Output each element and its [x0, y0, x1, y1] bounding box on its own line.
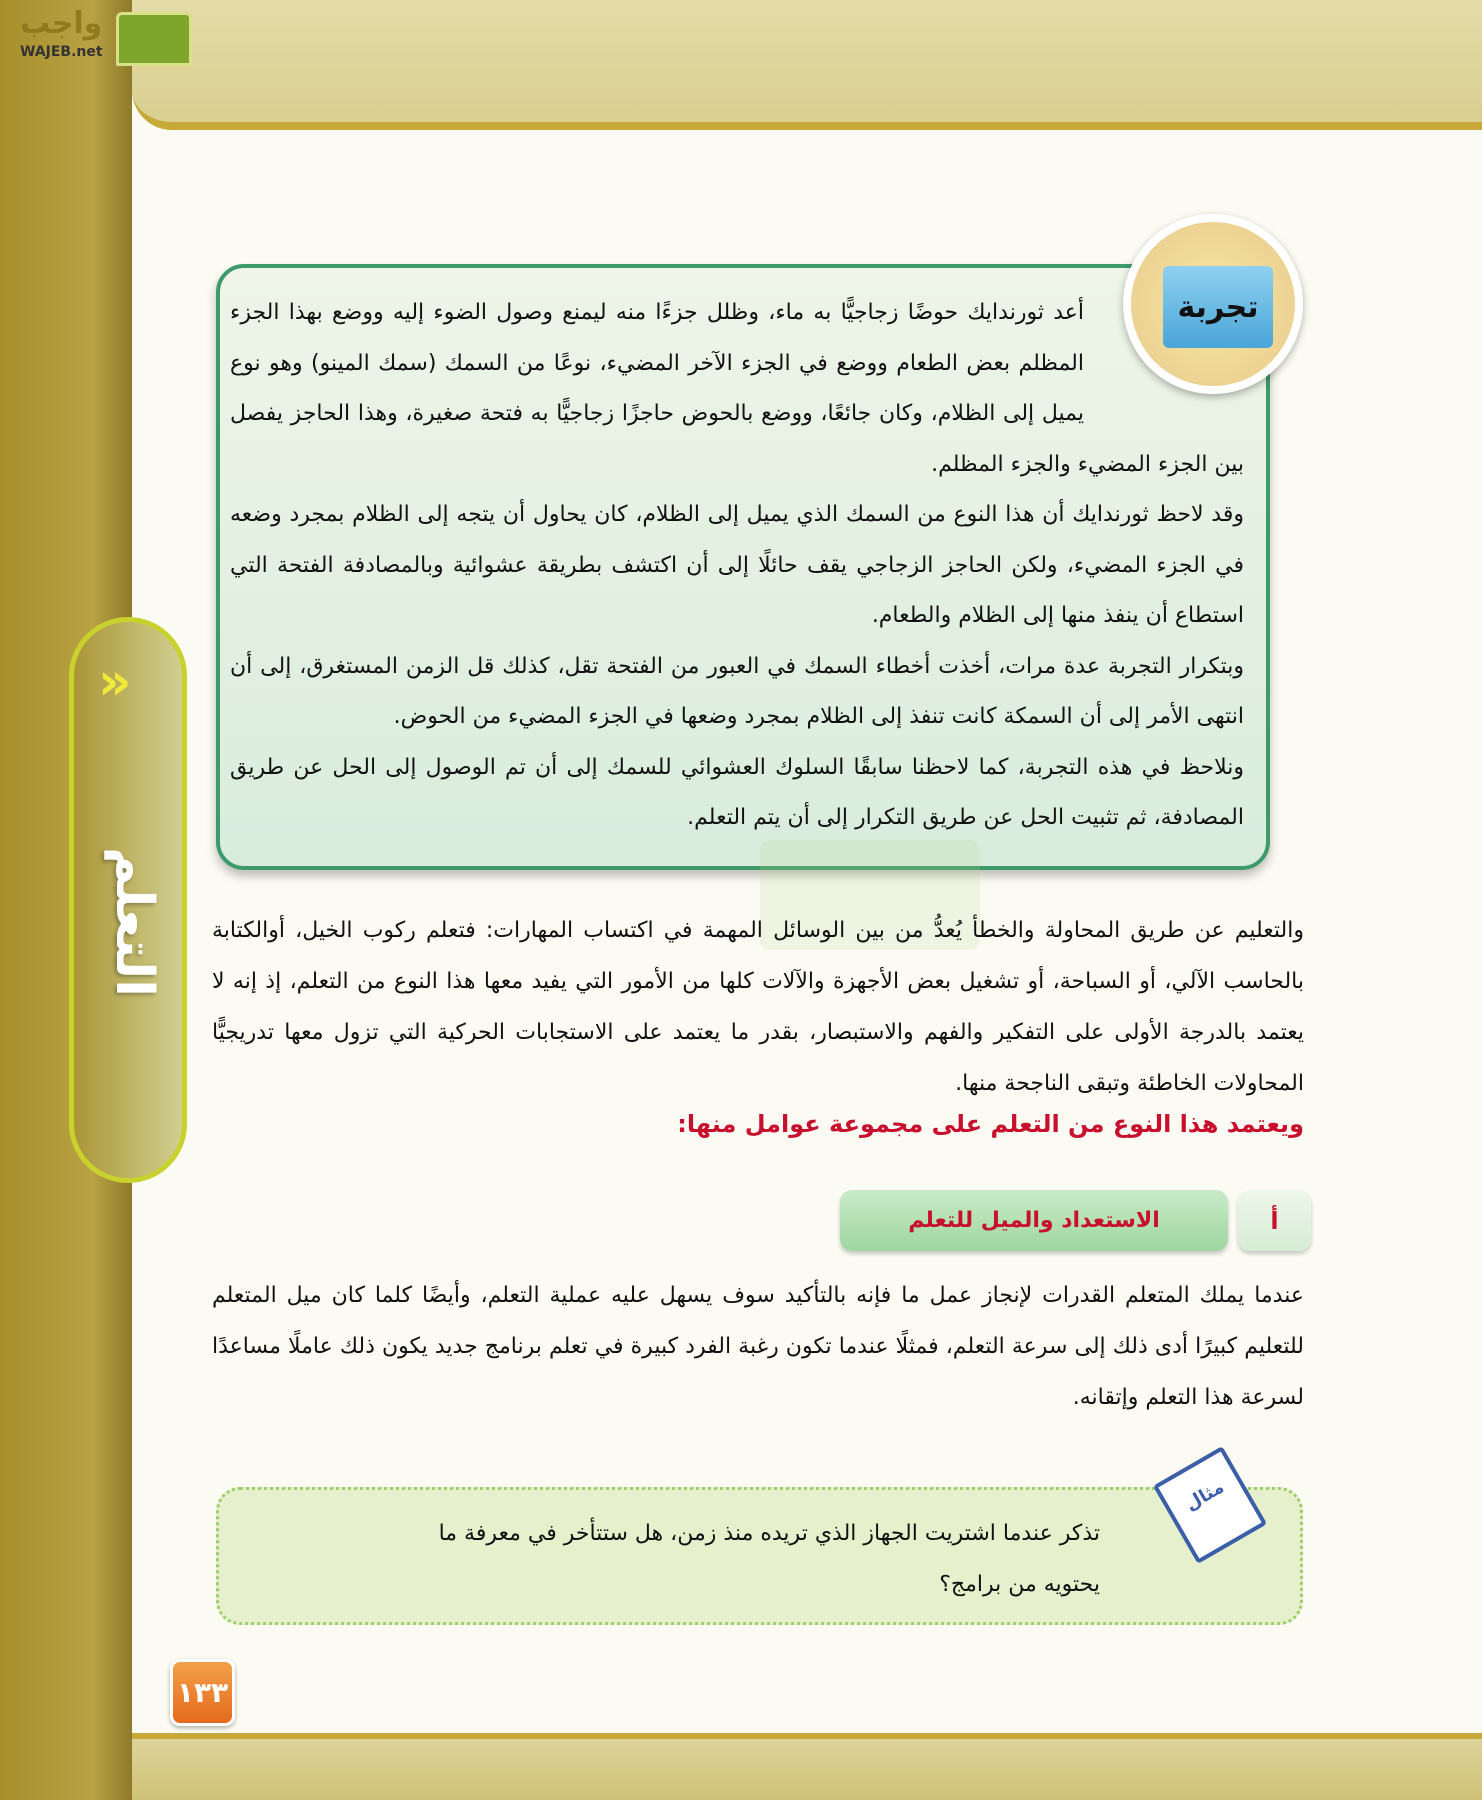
- badge-label: تجربة: [1177, 289, 1259, 325]
- experiment-box: [216, 264, 1270, 870]
- example-label: مثال: [1153, 1446, 1267, 1564]
- logo-arabic: واجب: [20, 6, 103, 41]
- logo-latin: WAJEB.net: [20, 44, 103, 60]
- experiment-paragraph: ونلاحظ في هذه التجربة، كما لاحظنا سابقًا السلوك العشوائي للسمك إلى أن تم الوصول إلى الحل عن طريق المصادفة، ثم تثبيت الحل عن طريق التكرار إلى أن يتم التعلم.: [230, 754, 1244, 830]
- wajeb-logo[interactable]: [8, 6, 188, 66]
- factor-letter: أ: [1238, 1190, 1311, 1251]
- factor-title: الاستعداد والميل للتعلم: [840, 1190, 1228, 1251]
- page-number: ١٣٣: [170, 1659, 235, 1726]
- experiment-paragraph: أعد ثورندايك حوضًا زجاجيًّا به ماء، وظلل جزءًا منه ليمنع وصول الضوء إليه ووضع بهذا الجزء المظلم بعض الطعام ووضع في الجزء الآخر المضيء، نوعًا من السمك (سمك المينو) وهو نوع يميل إلى الظلام، وكان جائعًا، ووضع بالحوض حاجزًا زجاجيًّا به فتحة صغيرة، وهذا الحاجز يفصل بين الجزء المضيء والجزء المظلم.: [230, 300, 1244, 477]
- factors-heading: ويعتمد هذا النوع من التعلم على مجموعة عوامل منها:: [677, 1110, 1304, 1138]
- double-chevron-icon: »: [98, 652, 118, 712]
- example-text: تذكر عندما اشتريت الجهاز الذي تريده منذ زمن، هل ستتأخر في معرفة ما يحتويه من برامج؟: [438, 1521, 1100, 1597]
- chapter-side-tab: [69, 617, 187, 1183]
- chapter-title: التعلم: [104, 847, 164, 997]
- factor-paragraph: عندما يملك المتعلم القدرات لإنجاز عمل ما فإنه بالتأكيد سوف يسهل عليه عملية التعلم، وأيضًا كلما كان ميل المتعلم للتعليم كبيرًا أدى ذلك إلى سرعة التعلم، فمثلًا عندما تكون رغبة الفرد كبيرة في تعلم برنامج جديد يكون ذلك عاملًا مساعدًا لسرعة هذا التعلم وإتقانه.: [212, 1283, 1304, 1410]
- bottom-decorative-band: [132, 1733, 1482, 1800]
- top-decorative-band: [132, 0, 1482, 130]
- book-icon: [116, 12, 192, 66]
- folder-icon: [1163, 266, 1273, 348]
- experiment-badge: [1123, 214, 1303, 394]
- experiment-paragraph: وبتكرار التجربة عدة مرات، أخذت أخطاء السمك في العبور من الفتحة تقل، كذلك قل الزمن المستغرق، إلى أن انتهى الأمر إلى أن السمكة كانت تنفذ إلى الظلام بمجرد وضعها في الجزء المضيء من الحوض.: [230, 653, 1244, 729]
- experiment-paragraph: وقد لاحظ ثورندايك أن هذا النوع من السمك الذي يميل إلى الظلام، كان يحاول أن يتجه إلى الظلام بمجرد وضعه في الجزء المضيء، ولكن الحاجز الزجاجي يقف حائلًا إلى أن اكتشف بطريقة عشوائية وبالمصادفة الفتحة التي استطاع أن ينفذ منها إلى الظلام والطعام.: [230, 502, 1244, 628]
- main-paragraph: والتعليم عن طريق المحاولة والخطأ يُعدُّ من بين الوسائل المهمة في اكتساب المهارات: فتعلم ركوب الخيل، أوالكتابة بالحاسب الآلي، أو السباحة، أو تشغيل بعض الأجهزة والآلات كلها من الأمور التي يفيد معها هذا النوع من التعلم، إذ إنه لا يعتمد بالدرجة الأولى على التفكير والفهم والاستبصار، بقدر ما يعتمد على الاستجابات الحركية التي تزول معها تدريجيًّا المحاولات الخاطئة وتبقى الناجحة منها.: [212, 918, 1304, 1096]
